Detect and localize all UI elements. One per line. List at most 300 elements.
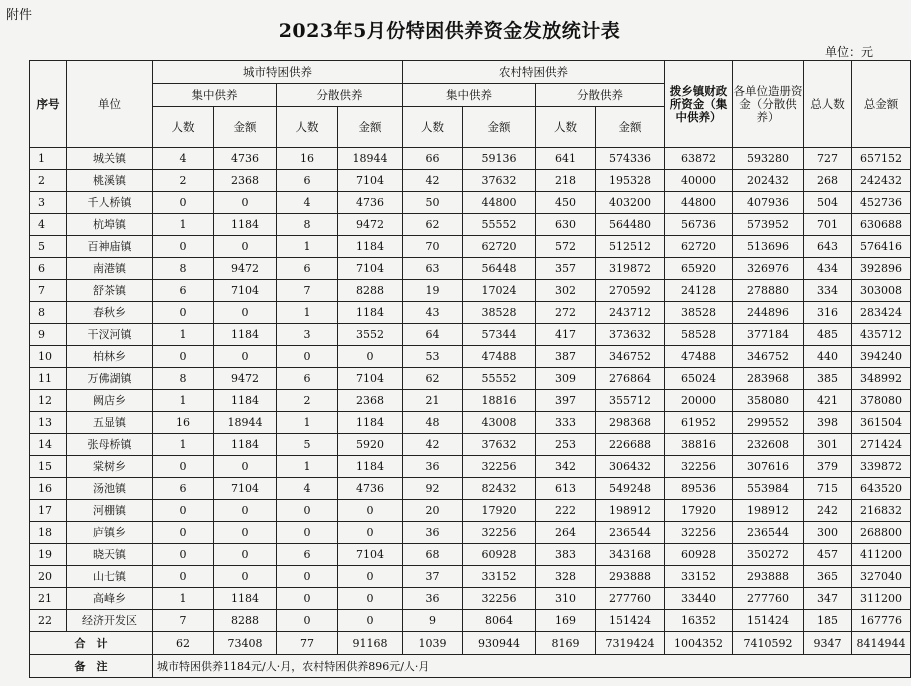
- row-seq: 18: [30, 522, 67, 544]
- table-cell: 327040: [852, 566, 911, 588]
- row-unit-name: 阙店乡: [67, 390, 153, 412]
- table-cell: 377184: [733, 324, 804, 346]
- table-cell: 0: [277, 522, 338, 544]
- table-cell: 283968: [733, 368, 804, 390]
- table-cell: 32256: [463, 456, 536, 478]
- table-cell: 6: [153, 478, 214, 500]
- table-cell: 268800: [852, 522, 911, 544]
- table-cell: 4736: [338, 192, 403, 214]
- table-cell: 16: [277, 148, 338, 170]
- total-cell: 7319424: [596, 632, 665, 655]
- table-cell: 63872: [665, 148, 733, 170]
- table-cell: 7104: [338, 368, 403, 390]
- table-cell: 6: [277, 258, 338, 280]
- header-amount: 金额: [214, 107, 277, 148]
- table-cell: 301: [804, 434, 852, 456]
- remark-row: [30, 655, 911, 678]
- table-cell: 53: [403, 346, 463, 368]
- table-cell: 299552: [733, 412, 804, 434]
- header-amount: 金额: [463, 107, 536, 148]
- row-seq: 9: [30, 324, 67, 346]
- row-unit-name: 晓天镇: [67, 544, 153, 566]
- table-row: [30, 610, 911, 632]
- table-cell: 0: [277, 500, 338, 522]
- table-cell: 4736: [214, 148, 277, 170]
- table-row: [30, 170, 911, 192]
- row-seq: 20: [30, 566, 67, 588]
- row-unit-name: 桃溪镇: [67, 170, 153, 192]
- table-cell: 643520: [852, 478, 911, 500]
- table-cell: 1184: [338, 412, 403, 434]
- table-cell: 18816: [463, 390, 536, 412]
- table-cell: 0: [277, 346, 338, 368]
- table-cell: 417: [536, 324, 596, 346]
- table-cell: 346752: [596, 346, 665, 368]
- row-unit-name: 百神庙镇: [67, 236, 153, 258]
- row-unit-name: 五显镇: [67, 412, 153, 434]
- table-cell: 17920: [665, 500, 733, 522]
- table-cell: 0: [277, 566, 338, 588]
- table-cell: 5: [277, 434, 338, 456]
- table-cell: 0: [338, 588, 403, 610]
- total-cell: 91168: [338, 632, 403, 655]
- header-rural: 农村特困供养: [403, 61, 665, 84]
- table-cell: 2: [153, 170, 214, 192]
- table-cell: 42: [403, 434, 463, 456]
- table-cell: 169: [536, 610, 596, 632]
- table-cell: 512512: [596, 236, 665, 258]
- table-cell: 38816: [665, 434, 733, 456]
- table-cell: 62720: [665, 236, 733, 258]
- table-cell: 8288: [214, 610, 277, 632]
- table-cell: 278880: [733, 280, 804, 302]
- table-cell: 92: [403, 478, 463, 500]
- row-unit-name: 万佛湖镇: [67, 368, 153, 390]
- row-unit-name: 河棚镇: [67, 500, 153, 522]
- header-unit-fund: 各单位造册资金（分散供养）: [733, 61, 804, 148]
- table-cell: 0: [338, 522, 403, 544]
- row-unit-name: 舒茶镇: [67, 280, 153, 302]
- table-cell: 44800: [463, 192, 536, 214]
- table-cell: 21: [403, 390, 463, 412]
- table-cell: 564480: [596, 214, 665, 236]
- row-seq: 21: [30, 588, 67, 610]
- table-cell: 328: [536, 566, 596, 588]
- total-cell: 1004352: [665, 632, 733, 655]
- table-cell: 236544: [596, 522, 665, 544]
- table-cell: 434: [804, 258, 852, 280]
- table-cell: 56448: [463, 258, 536, 280]
- table-cell: 357: [536, 258, 596, 280]
- table-cell: 33440: [665, 588, 733, 610]
- table-cell: 33152: [665, 566, 733, 588]
- table-cell: 1: [277, 302, 338, 324]
- table-cell: 0: [153, 346, 214, 368]
- table-cell: 7: [153, 610, 214, 632]
- row-seq: 4: [30, 214, 67, 236]
- header-people: 人数: [153, 107, 214, 148]
- table-cell: 715: [804, 478, 852, 500]
- table-cell: 378080: [852, 390, 911, 412]
- table-cell: 339872: [852, 456, 911, 478]
- table-cell: 60928: [463, 544, 536, 566]
- table-cell: 2: [277, 390, 338, 412]
- table-cell: 3552: [338, 324, 403, 346]
- table-row: [30, 588, 911, 610]
- row-unit-name: 山七镇: [67, 566, 153, 588]
- table-cell: 32256: [463, 588, 536, 610]
- table-cell: 44800: [665, 192, 733, 214]
- row-seq: 7: [30, 280, 67, 302]
- header-people: 人数: [403, 107, 463, 148]
- row-unit-name: 棠树乡: [67, 456, 153, 478]
- table-cell: 7104: [338, 258, 403, 280]
- table-cell: 385: [804, 368, 852, 390]
- header-people: 人数: [536, 107, 596, 148]
- table-cell: 1: [277, 236, 338, 258]
- table-cell: 334: [804, 280, 852, 302]
- table-cell: 1: [153, 390, 214, 412]
- row-seq: 1: [30, 148, 67, 170]
- table-cell: 43008: [463, 412, 536, 434]
- table-cell: 8: [153, 258, 214, 280]
- table-row: [30, 302, 911, 324]
- table-cell: 16352: [665, 610, 733, 632]
- table-cell: 0: [214, 236, 277, 258]
- row-seq: 22: [30, 610, 67, 632]
- table-cell: 701: [804, 214, 852, 236]
- table-cell: 0: [153, 456, 214, 478]
- table-cell: 89536: [665, 478, 733, 500]
- row-unit-name: 庐镇乡: [67, 522, 153, 544]
- row-unit-name: 杭埠镇: [67, 214, 153, 236]
- row-unit-name: 千人桥镇: [67, 192, 153, 214]
- table-row: [30, 258, 911, 280]
- table-cell: 0: [214, 346, 277, 368]
- header-city-centralized: 集中供养: [153, 84, 277, 107]
- table-cell: 504: [804, 192, 852, 214]
- table-cell: 407936: [733, 192, 804, 214]
- table-cell: 1: [277, 412, 338, 434]
- table-cell: 4736: [338, 478, 403, 500]
- table-cell: 373632: [596, 324, 665, 346]
- table-cell: 421: [804, 390, 852, 412]
- table-cell: 1: [277, 456, 338, 478]
- table-cell: 0: [153, 566, 214, 588]
- table-cell: 0: [214, 544, 277, 566]
- table-cell: 346752: [733, 346, 804, 368]
- table-cell: 383: [536, 544, 596, 566]
- table-cell: 630688: [852, 214, 911, 236]
- table-cell: 573952: [733, 214, 804, 236]
- table-cell: 9472: [338, 214, 403, 236]
- row-seq: 14: [30, 434, 67, 456]
- table-cell: 151424: [596, 610, 665, 632]
- table-cell: 1184: [214, 588, 277, 610]
- table-cell: 0: [214, 302, 277, 324]
- table-cell: 1184: [338, 456, 403, 478]
- table-cell: 326976: [733, 258, 804, 280]
- table-cell: 1: [153, 214, 214, 236]
- table-cell: 0: [153, 500, 214, 522]
- row-seq: 17: [30, 500, 67, 522]
- table-cell: 8064: [463, 610, 536, 632]
- table-cell: 440: [804, 346, 852, 368]
- table-cell: 8288: [338, 280, 403, 302]
- header-city-dispersed: 分散供养: [277, 84, 403, 107]
- total-cell: 1039: [403, 632, 463, 655]
- table-cell: 1184: [214, 214, 277, 236]
- header-total-amount: 总金额: [852, 61, 911, 148]
- total-row: [30, 632, 911, 655]
- table-cell: 643: [804, 236, 852, 258]
- remark-label: 备 注: [30, 655, 153, 678]
- table-cell: 17920: [463, 500, 536, 522]
- table-cell: 226688: [596, 434, 665, 456]
- table-cell: 32256: [463, 522, 536, 544]
- table-cell: 36: [403, 588, 463, 610]
- table-cell: 276864: [596, 368, 665, 390]
- table-cell: 657152: [852, 148, 911, 170]
- table-cell: 311200: [852, 588, 911, 610]
- table-cell: 0: [214, 192, 277, 214]
- table-cell: 9472: [214, 258, 277, 280]
- table-cell: 60928: [665, 544, 733, 566]
- table-cell: 167776: [852, 610, 911, 632]
- table-cell: 0: [214, 566, 277, 588]
- table-cell: 593280: [733, 148, 804, 170]
- table-cell: 0: [153, 302, 214, 324]
- table-cell: 457: [804, 544, 852, 566]
- table-cell: 48: [403, 412, 463, 434]
- table-cell: 5920: [338, 434, 403, 456]
- table-cell: 358080: [733, 390, 804, 412]
- table-cell: 347: [804, 588, 852, 610]
- table-cell: 32256: [665, 522, 733, 544]
- table-cell: 57344: [463, 324, 536, 346]
- table-cell: 298368: [596, 412, 665, 434]
- table-cell: 198912: [733, 500, 804, 522]
- table-cell: 36: [403, 522, 463, 544]
- table-cell: 19: [403, 280, 463, 302]
- table-cell: 361504: [852, 412, 911, 434]
- table-cell: 1: [153, 324, 214, 346]
- table-cell: 316: [804, 302, 852, 324]
- table-cell: 232608: [733, 434, 804, 456]
- table-cell: 253: [536, 434, 596, 456]
- header-people: 人数: [277, 107, 338, 148]
- table-row: [30, 236, 911, 258]
- table-row: [30, 544, 911, 566]
- table-cell: 43: [403, 302, 463, 324]
- table-cell: 18944: [338, 148, 403, 170]
- row-unit-name: 张母桥镇: [67, 434, 153, 456]
- table-cell: 271424: [852, 434, 911, 456]
- table-cell: 0: [277, 610, 338, 632]
- table-cell: 293888: [596, 566, 665, 588]
- page-title: 2023年5月份特困供养资金发放统计表: [278, 20, 621, 42]
- table-row: [30, 434, 911, 456]
- table-cell: 307616: [733, 456, 804, 478]
- table-cell: 244896: [733, 302, 804, 324]
- table-cell: 387: [536, 346, 596, 368]
- row-unit-name: 高峰乡: [67, 588, 153, 610]
- row-seq: 16: [30, 478, 67, 500]
- total-cell: 7410592: [733, 632, 804, 655]
- table-cell: 70: [403, 236, 463, 258]
- table-cell: 65024: [665, 368, 733, 390]
- table-cell: 574336: [596, 148, 665, 170]
- table-cell: 398: [804, 412, 852, 434]
- statistics-table: [29, 60, 911, 678]
- table-cell: 198912: [596, 500, 665, 522]
- table-cell: 4: [153, 148, 214, 170]
- table-cell: 394240: [852, 346, 911, 368]
- table-cell: 9: [403, 610, 463, 632]
- table-cell: 7104: [338, 544, 403, 566]
- table-cell: 283424: [852, 302, 911, 324]
- total-cell: 8169: [536, 632, 596, 655]
- table-cell: 61952: [665, 412, 733, 434]
- header-rural-dispersed: 分散供养: [536, 84, 665, 107]
- table-cell: 202432: [733, 170, 804, 192]
- table-cell: 0: [153, 522, 214, 544]
- table-cell: 47488: [463, 346, 536, 368]
- table-cell: 66: [403, 148, 463, 170]
- table-cell: 37632: [463, 434, 536, 456]
- table-cell: 435712: [852, 324, 911, 346]
- table-cell: 553984: [733, 478, 804, 500]
- table-row: [30, 390, 911, 412]
- table-cell: 47488: [665, 346, 733, 368]
- total-cell: 73408: [214, 632, 277, 655]
- table-row: [30, 522, 911, 544]
- row-unit-name: 南港镇: [67, 258, 153, 280]
- table-cell: 82432: [463, 478, 536, 500]
- row-seq: 11: [30, 368, 67, 390]
- unit-label: 单位：元: [824, 45, 873, 59]
- table-cell: 1184: [214, 434, 277, 456]
- table-cell: 1: [153, 434, 214, 456]
- table-cell: 243712: [596, 302, 665, 324]
- table-cell: 50: [403, 192, 463, 214]
- row-unit-name: 春秋乡: [67, 302, 153, 324]
- table-cell: 242432: [852, 170, 911, 192]
- table-cell: 306432: [596, 456, 665, 478]
- table-cell: 411200: [852, 544, 911, 566]
- table-body: [30, 148, 911, 632]
- row-unit-name: 经济开发区: [67, 610, 153, 632]
- table-cell: 0: [153, 544, 214, 566]
- table-cell: 309: [536, 368, 596, 390]
- table-cell: 64: [403, 324, 463, 346]
- table-cell: 6: [153, 280, 214, 302]
- table-cell: 9472: [214, 368, 277, 390]
- header-amount: 金额: [338, 107, 403, 148]
- header-unit: 单位: [67, 61, 153, 148]
- table-cell: 16: [153, 412, 214, 434]
- table-cell: 185: [804, 610, 852, 632]
- table-cell: 6: [277, 170, 338, 192]
- table-cell: 65920: [665, 258, 733, 280]
- table-cell: 264: [536, 522, 596, 544]
- table-cell: 236544: [733, 522, 804, 544]
- table-cell: 63: [403, 258, 463, 280]
- total-cell: 62: [153, 632, 214, 655]
- table-cell: 379: [804, 456, 852, 478]
- table-cell: 6: [277, 368, 338, 390]
- table-cell: 242: [804, 500, 852, 522]
- table-cell: 24128: [665, 280, 733, 302]
- table-cell: 270592: [596, 280, 665, 302]
- table-cell: 3: [277, 324, 338, 346]
- table-cell: 365: [804, 566, 852, 588]
- table-cell: 32256: [665, 456, 733, 478]
- table-cell: 151424: [733, 610, 804, 632]
- table-cell: 303008: [852, 280, 911, 302]
- table-cell: 392896: [852, 258, 911, 280]
- table-cell: 302: [536, 280, 596, 302]
- table-cell: 2368: [214, 170, 277, 192]
- table-cell: 310: [536, 588, 596, 610]
- row-seq: 19: [30, 544, 67, 566]
- table-cell: 403200: [596, 192, 665, 214]
- table-cell: 6: [277, 544, 338, 566]
- table-cell: 8: [153, 368, 214, 390]
- table-cell: 0: [153, 236, 214, 258]
- table-cell: 20000: [665, 390, 733, 412]
- table-cell: 7104: [338, 170, 403, 192]
- table-cell: 62: [403, 214, 463, 236]
- total-cell: 930944: [463, 632, 536, 655]
- table-cell: 62720: [463, 236, 536, 258]
- table-cell: 397: [536, 390, 596, 412]
- table-cell: 1: [153, 588, 214, 610]
- table-cell: 277760: [596, 588, 665, 610]
- table-cell: 216832: [852, 500, 911, 522]
- table-cell: 195328: [596, 170, 665, 192]
- table-cell: 58528: [665, 324, 733, 346]
- table-cell: 630: [536, 214, 596, 236]
- table-row: [30, 324, 911, 346]
- table-row: [30, 148, 911, 170]
- table-cell: 4: [277, 192, 338, 214]
- table-cell: 36: [403, 456, 463, 478]
- table-cell: 62: [403, 368, 463, 390]
- table-cell: 0: [338, 500, 403, 522]
- total-cell: 8414944: [852, 632, 911, 655]
- row-seq: 8: [30, 302, 67, 324]
- table-cell: 333: [536, 412, 596, 434]
- table-cell: 0: [338, 610, 403, 632]
- total-cell: 9347: [804, 632, 852, 655]
- table-cell: 38528: [463, 302, 536, 324]
- table-cell: 549248: [596, 478, 665, 500]
- row-unit-name: 干汊河镇: [67, 324, 153, 346]
- table-cell: 4: [277, 478, 338, 500]
- table-row: [30, 500, 911, 522]
- table-cell: 55552: [463, 214, 536, 236]
- table-cell: 576416: [852, 236, 911, 258]
- table-cell: 727: [804, 148, 852, 170]
- table-cell: 293888: [733, 566, 804, 588]
- table-cell: 218: [536, 170, 596, 192]
- table-cell: 613: [536, 478, 596, 500]
- table-cell: 452736: [852, 192, 911, 214]
- table-cell: 38528: [665, 302, 733, 324]
- table-cell: 0: [277, 588, 338, 610]
- table-cell: 348992: [852, 368, 911, 390]
